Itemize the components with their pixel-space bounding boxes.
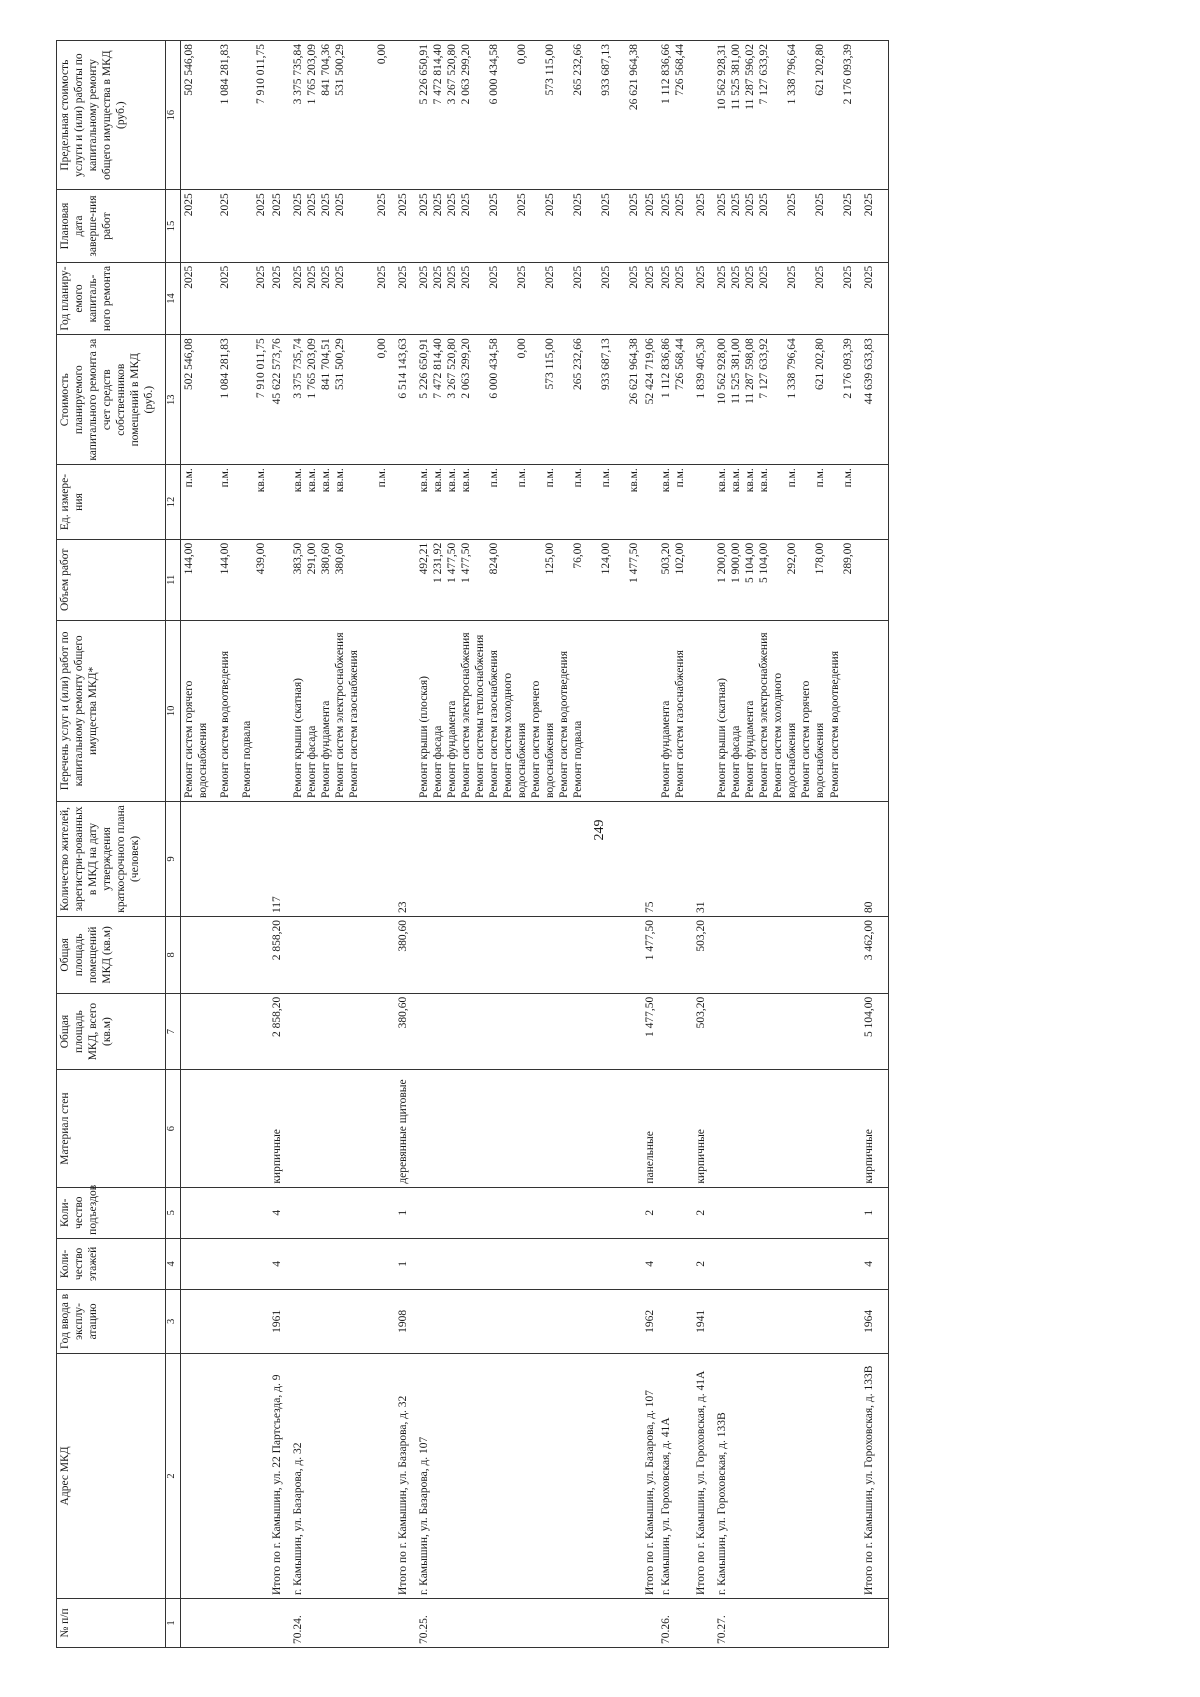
costs-list: 502 546,08 1 084 281,83 7 910 011,75 bbox=[181, 335, 270, 465]
col-number: 13 bbox=[166, 335, 181, 465]
dates-list: 2025 2025 2025 bbox=[181, 190, 270, 262]
costs-list: 1 112 836,86 726 568,44 bbox=[658, 335, 688, 465]
costs-list: 3 375 735,74 1 765 203,09 841 704,51 531 500,29 0,00 bbox=[285, 335, 390, 465]
header-volume: Объем работ bbox=[57, 539, 166, 620]
page-number: 249 bbox=[592, 819, 607, 841]
units-list: кв.м. кв.м. кв.м. кв.м. п.м. п.м. п.м. bbox=[709, 465, 856, 540]
works-list: Ремонт крыши (скатная) Ремонт фасада Ремонт фундамента Ремонт систем электроснабжения Ремонт систем холодного водоснабжения Ремонт систем горячего водоснабжения Ремонт систем водоотведения bbox=[709, 620, 856, 801]
total-plan-year: 2025 bbox=[269, 262, 285, 334]
works-list: Ремонт систем горячего водоснабжения Ремонт систем водоотведения Ремонт подвала bbox=[181, 620, 270, 801]
row-address: г. Камышин, ул. Базарова, д. 32 bbox=[285, 1353, 390, 1598]
limits-list: 1 112 836,66 726 568,44 bbox=[658, 41, 688, 190]
total-floors: 2 bbox=[688, 1238, 709, 1289]
units-list: кв.м. п.м. bbox=[658, 465, 688, 540]
row-number: 70.24. bbox=[285, 1598, 390, 1647]
total-cost: 52 424 719,06 bbox=[642, 335, 658, 465]
total-residents: 31 bbox=[688, 801, 709, 916]
costs-list: 5 226 650,91 7 472 814,40 3 267 520,80 2 063 299,20 6 000 434,58 0,00 573 115,00 265 232,66 933 687,13 26 621 964,38 bbox=[411, 335, 642, 465]
work-group-row bbox=[411, 41, 642, 1648]
rotated-table-container bbox=[56, 40, 1168, 1648]
header-area-total: Общая площадь МКД, всего (кв.м) bbox=[57, 993, 166, 1070]
total-plan-year: 2025 bbox=[642, 262, 658, 334]
total-cost: 44 639 633,83 bbox=[856, 335, 889, 465]
volumes-list: 1 200,00 1 900,00 5 104,00 5 104,00 292,00 178,00 289,00 bbox=[709, 539, 856, 620]
total-area-rooms: 1 477,50 bbox=[642, 917, 658, 994]
total-address: Итого по г. Камышин, ул. Гороховская, д. 41А bbox=[688, 1353, 709, 1598]
header-row bbox=[57, 41, 166, 1648]
total-floors: 4 bbox=[856, 1238, 889, 1289]
total-material: деревянные щитовые bbox=[390, 1070, 411, 1187]
row-address: г. Камышин, ул. Гороховская, д. 41А bbox=[658, 1353, 688, 1598]
total-area-rooms: 3 462,00 bbox=[856, 917, 889, 994]
years-list: 2025 2025 2025 2025 2025 2025 2025 2025 2025 2025 bbox=[411, 262, 642, 334]
years-list: 2025 2025 2025 2025 2025 2025 2025 bbox=[709, 262, 856, 334]
total-entrances: 4 bbox=[269, 1187, 285, 1238]
row-address: г. Камышин, ул. Базарова, д. 107 bbox=[411, 1353, 642, 1598]
row-number: 70.26. bbox=[658, 1598, 688, 1647]
years-list: 2025 2025 2025 bbox=[181, 262, 270, 334]
dates-list: 2025 2025 2025 2025 2025 2025 2025 bbox=[709, 190, 856, 262]
total-end-year: 2025 bbox=[642, 190, 658, 262]
total-area-total: 380,60 bbox=[390, 993, 411, 1070]
col-number: 10 bbox=[166, 620, 181, 801]
col-number: 11 bbox=[166, 539, 181, 620]
col-number: 7 bbox=[166, 993, 181, 1070]
header-plan-year: Год планиру-емого капиталь-ного ремонта bbox=[57, 262, 166, 334]
total-residents: 80 bbox=[856, 801, 889, 916]
col-number: 2 bbox=[166, 1353, 181, 1598]
total-row bbox=[390, 41, 411, 1648]
volumes-list: 492,21 1 231,92 1 477,50 1 477,50 824,00 125,00 76,00 124,00 1 477,50 bbox=[411, 539, 642, 620]
total-material: кирпичные bbox=[269, 1070, 285, 1187]
header-unit: Ед. измере-ния bbox=[57, 465, 166, 540]
header-works: Перечень услуг и (или) работ по капитальному ремонту общего имущества МКД* bbox=[57, 620, 166, 801]
works-list: Ремонт крыши (скатная) Ремонт фасада Ремонт фундамента Ремонт систем электроснабжения Ремонт систем газоснабжения bbox=[285, 620, 390, 801]
total-end-year: 2025 bbox=[269, 190, 285, 262]
limits-list: 5 226 650,91 7 472 814,40 3 267 520,80 2 063 299,20 6 000 434,58 0,00 573 115,00 265 232,66 933 687,13 26 621 964,38 bbox=[411, 41, 642, 190]
total-row bbox=[856, 41, 889, 1648]
total-end-year: 2025 bbox=[390, 190, 411, 262]
total-area-total: 1 477,50 bbox=[642, 993, 658, 1070]
row-address: г. Камышин, ул. Гороховская, д. 133В bbox=[709, 1353, 856, 1598]
volumes-list: 383,50 291,00 380,60 380,60 bbox=[285, 539, 390, 620]
units-list: п.м. п.м. кв.м. bbox=[181, 465, 270, 540]
works-list: Ремонт крыши (плоская) Ремонт фасада Ремонт фундамента Ремонт систем электроснабжения Ремонт системы теплоснабжения Ремонт систем газоснабжения Ремонт систем холодного водоснабжения Ремонт систем горячего водоснабжения Ремонт систем водоотведения Ремонт подвала bbox=[411, 620, 642, 801]
limits-list: 3 375 735,84 1 765 203,09 841 704,36 531 500,29 0,00 bbox=[285, 41, 390, 190]
column-number-row bbox=[166, 41, 181, 1648]
total-area-total: 5 104,00 bbox=[856, 993, 889, 1070]
limits-list: 502 546,08 1 084 281,83 7 910 011,75 bbox=[181, 41, 270, 190]
total-address: Итого по г. Камышин, ул. Базарова, д. 107 bbox=[642, 1353, 658, 1598]
total-row bbox=[688, 41, 709, 1648]
col-number: 5 bbox=[166, 1187, 181, 1238]
units-list: кв.м. кв.м. кв.м. кв.м. п.м. bbox=[285, 465, 390, 540]
total-entrances: 1 bbox=[390, 1187, 411, 1238]
total-entrances: 1 bbox=[856, 1187, 889, 1238]
capital-repair-plan-table bbox=[56, 40, 889, 1648]
years-list: 2025 2025 bbox=[658, 262, 688, 334]
years-list: 2025 2025 2025 2025 2025 bbox=[285, 262, 390, 334]
total-material: панельные bbox=[642, 1070, 658, 1187]
total-address: Итого по г. Камышин, ул. 22 Партсъезда, д. 9 bbox=[269, 1353, 285, 1598]
total-area-rooms: 503,20 bbox=[688, 917, 709, 994]
dates-list: 2025 2025 2025 2025 2025 2025 2025 2025 2025 2025 bbox=[411, 190, 642, 262]
total-residents: 75 bbox=[642, 801, 658, 916]
col-number: 9 bbox=[166, 801, 181, 916]
volumes-list: 503,20 102,00 bbox=[658, 539, 688, 620]
col-number: 4 bbox=[166, 1238, 181, 1289]
total-area-rooms: 380,60 bbox=[390, 917, 411, 994]
total-entrances: 2 bbox=[688, 1187, 709, 1238]
total-end-year: 2025 bbox=[856, 190, 889, 262]
header-entrances: Коли-чество подъездов bbox=[57, 1187, 166, 1238]
row-number: 70.25. bbox=[411, 1598, 642, 1647]
col-number: 14 bbox=[166, 262, 181, 334]
header-address: Адрес МКД bbox=[57, 1353, 166, 1598]
work-group-row bbox=[658, 41, 688, 1648]
total-address: Итого по г. Камышин, ул. Базарова, д. 32 bbox=[390, 1353, 411, 1598]
total-cost: 1 839 405,30 bbox=[688, 335, 709, 465]
col-number: 12 bbox=[166, 465, 181, 540]
total-cost: 6 514 143,63 bbox=[390, 335, 411, 465]
total-year: 1961 bbox=[269, 1289, 285, 1353]
work-group-row bbox=[709, 41, 856, 1648]
total-plan-year: 2025 bbox=[688, 262, 709, 334]
total-year: 1941 bbox=[688, 1289, 709, 1353]
total-residents: 23 bbox=[390, 801, 411, 916]
total-floors: 4 bbox=[269, 1238, 285, 1289]
total-area-rooms: 2 858,20 bbox=[269, 917, 285, 994]
total-floors: 4 bbox=[642, 1238, 658, 1289]
total-row bbox=[269, 41, 285, 1648]
limits-list: 10 562 928,31 11 525 381,00 11 287 596,02 7 127 633,92 1 338 796,64 621 202,80 2 176 093,39 bbox=[709, 41, 856, 190]
works-list: Ремонт фундамента Ремонт систем газоснабжения bbox=[658, 620, 688, 801]
total-address: Итого по г. Камышин, ул. Гороховская, д. 133В bbox=[856, 1353, 889, 1598]
total-year: 1962 bbox=[642, 1289, 658, 1353]
header-material: Материал стен bbox=[57, 1070, 166, 1187]
total-year: 1964 bbox=[856, 1289, 889, 1353]
total-material: кирпичные bbox=[688, 1070, 709, 1187]
header-limit-cost: Предельная стоимость услуги и (или) работы по капитальному ремонту общего имущества в МКД (руб.) bbox=[57, 41, 166, 190]
header-area-rooms: Общая площадь помещений МКД (кв.м) bbox=[57, 917, 166, 994]
total-plan-year: 2025 bbox=[856, 262, 889, 334]
total-plan-year: 2025 bbox=[390, 262, 411, 334]
total-floors: 1 bbox=[390, 1238, 411, 1289]
header-end-date: Плановая дата заверше-ния работ bbox=[57, 190, 166, 262]
total-entrances: 2 bbox=[642, 1187, 658, 1238]
total-end-year: 2025 bbox=[688, 190, 709, 262]
header-cost: Стоимость планируемого капитального ремонта за счет средств собственников помещений в МКД (руб.) bbox=[57, 335, 166, 465]
total-year: 1908 bbox=[390, 1289, 411, 1353]
total-area-total: 503,20 bbox=[688, 993, 709, 1070]
dates-list: 2025 2025 bbox=[658, 190, 688, 262]
work-group-row bbox=[285, 41, 390, 1648]
total-area-total: 2 858,20 bbox=[269, 993, 285, 1070]
col-number: 3 bbox=[166, 1289, 181, 1353]
costs-list: 10 562 928,00 11 525 381,00 11 287 598,08 7 127 633,92 1 338 796,64 621 202,80 2 176 093,39 bbox=[709, 335, 856, 465]
col-number: 16 bbox=[166, 41, 181, 190]
header-year: Год ввода в эксплу-атацию bbox=[57, 1289, 166, 1353]
col-number: 15 bbox=[166, 190, 181, 262]
work-group-row bbox=[181, 41, 270, 1648]
header-num: № п/п bbox=[57, 1598, 166, 1647]
total-row bbox=[642, 41, 658, 1648]
units-list: кв.м. кв.м. кв.м. кв.м. п.м. п.м. п.м. п.м. п.м. кв.м. bbox=[411, 465, 642, 540]
total-residents: 117 bbox=[269, 801, 285, 916]
row-number: 70.27. bbox=[709, 1598, 856, 1647]
volumes-list: 144,00 144,00 439,00 bbox=[181, 539, 270, 620]
total-cost: 45 622 573,76 bbox=[269, 335, 285, 465]
total-material: кирпичные bbox=[856, 1070, 889, 1187]
header-residents: Количество жителей, зарегистри-рованных в МКД на дату утверждения краткосрочного плана (человек) bbox=[57, 801, 166, 916]
dates-list: 2025 2025 2025 2025 2025 bbox=[285, 190, 390, 262]
col-number: 8 bbox=[166, 917, 181, 994]
col-number: 6 bbox=[166, 1070, 181, 1187]
header-floors: Коли-чество этажей bbox=[57, 1238, 166, 1289]
col-number: 1 bbox=[166, 1598, 181, 1647]
